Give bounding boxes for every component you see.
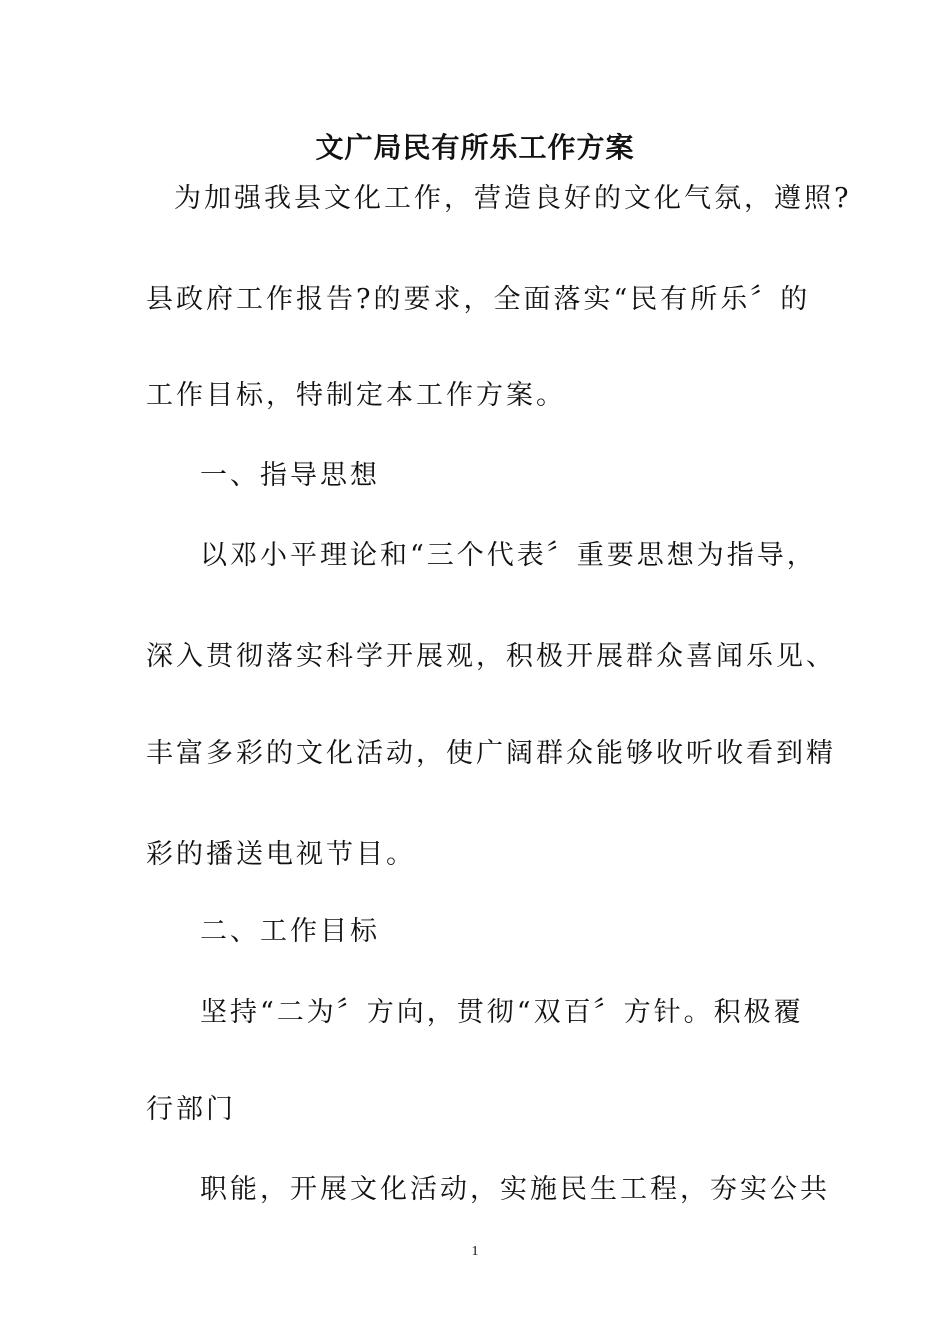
section-heading: 一、指导思想 — [200, 460, 380, 491]
paragraph-line: 工作目标，特制定本工作方案。 — [146, 380, 566, 411]
paragraph-line: 以邓小平理论和“三个代表〞重要思想为指导， — [200, 540, 817, 571]
document-title: 文广局民有所乐工作方案 — [315, 131, 635, 164]
paragraph-line: 丰富多彩的文化活动，使广阔群众能够收听收看到精 — [146, 738, 836, 769]
paragraph-line: 为加强我县文化工作，营造良好的文化气氛，遵照? — [174, 183, 852, 214]
paragraph-line: 县政府工作报告?的要求，全面落实“民有所乐〞的 — [146, 284, 811, 315]
page-number: 1 — [471, 1244, 479, 1259]
paragraph-line: 坚持“二为〞方向，贯彻“双百〞方针。积极覆 — [200, 997, 804, 1028]
paragraph-line: 深入贯彻落实科学开展观，积极开展群众喜闻乐见、 — [146, 641, 836, 672]
paragraph-line: 行部门 — [146, 1094, 236, 1125]
paragraph-line: 彩的播送电视节目。 — [146, 839, 416, 870]
section-heading: 二、工作目标 — [200, 916, 380, 947]
paragraph-line: 职能，开展文化活动，实施民生工程，夯实公共 — [200, 1174, 830, 1205]
